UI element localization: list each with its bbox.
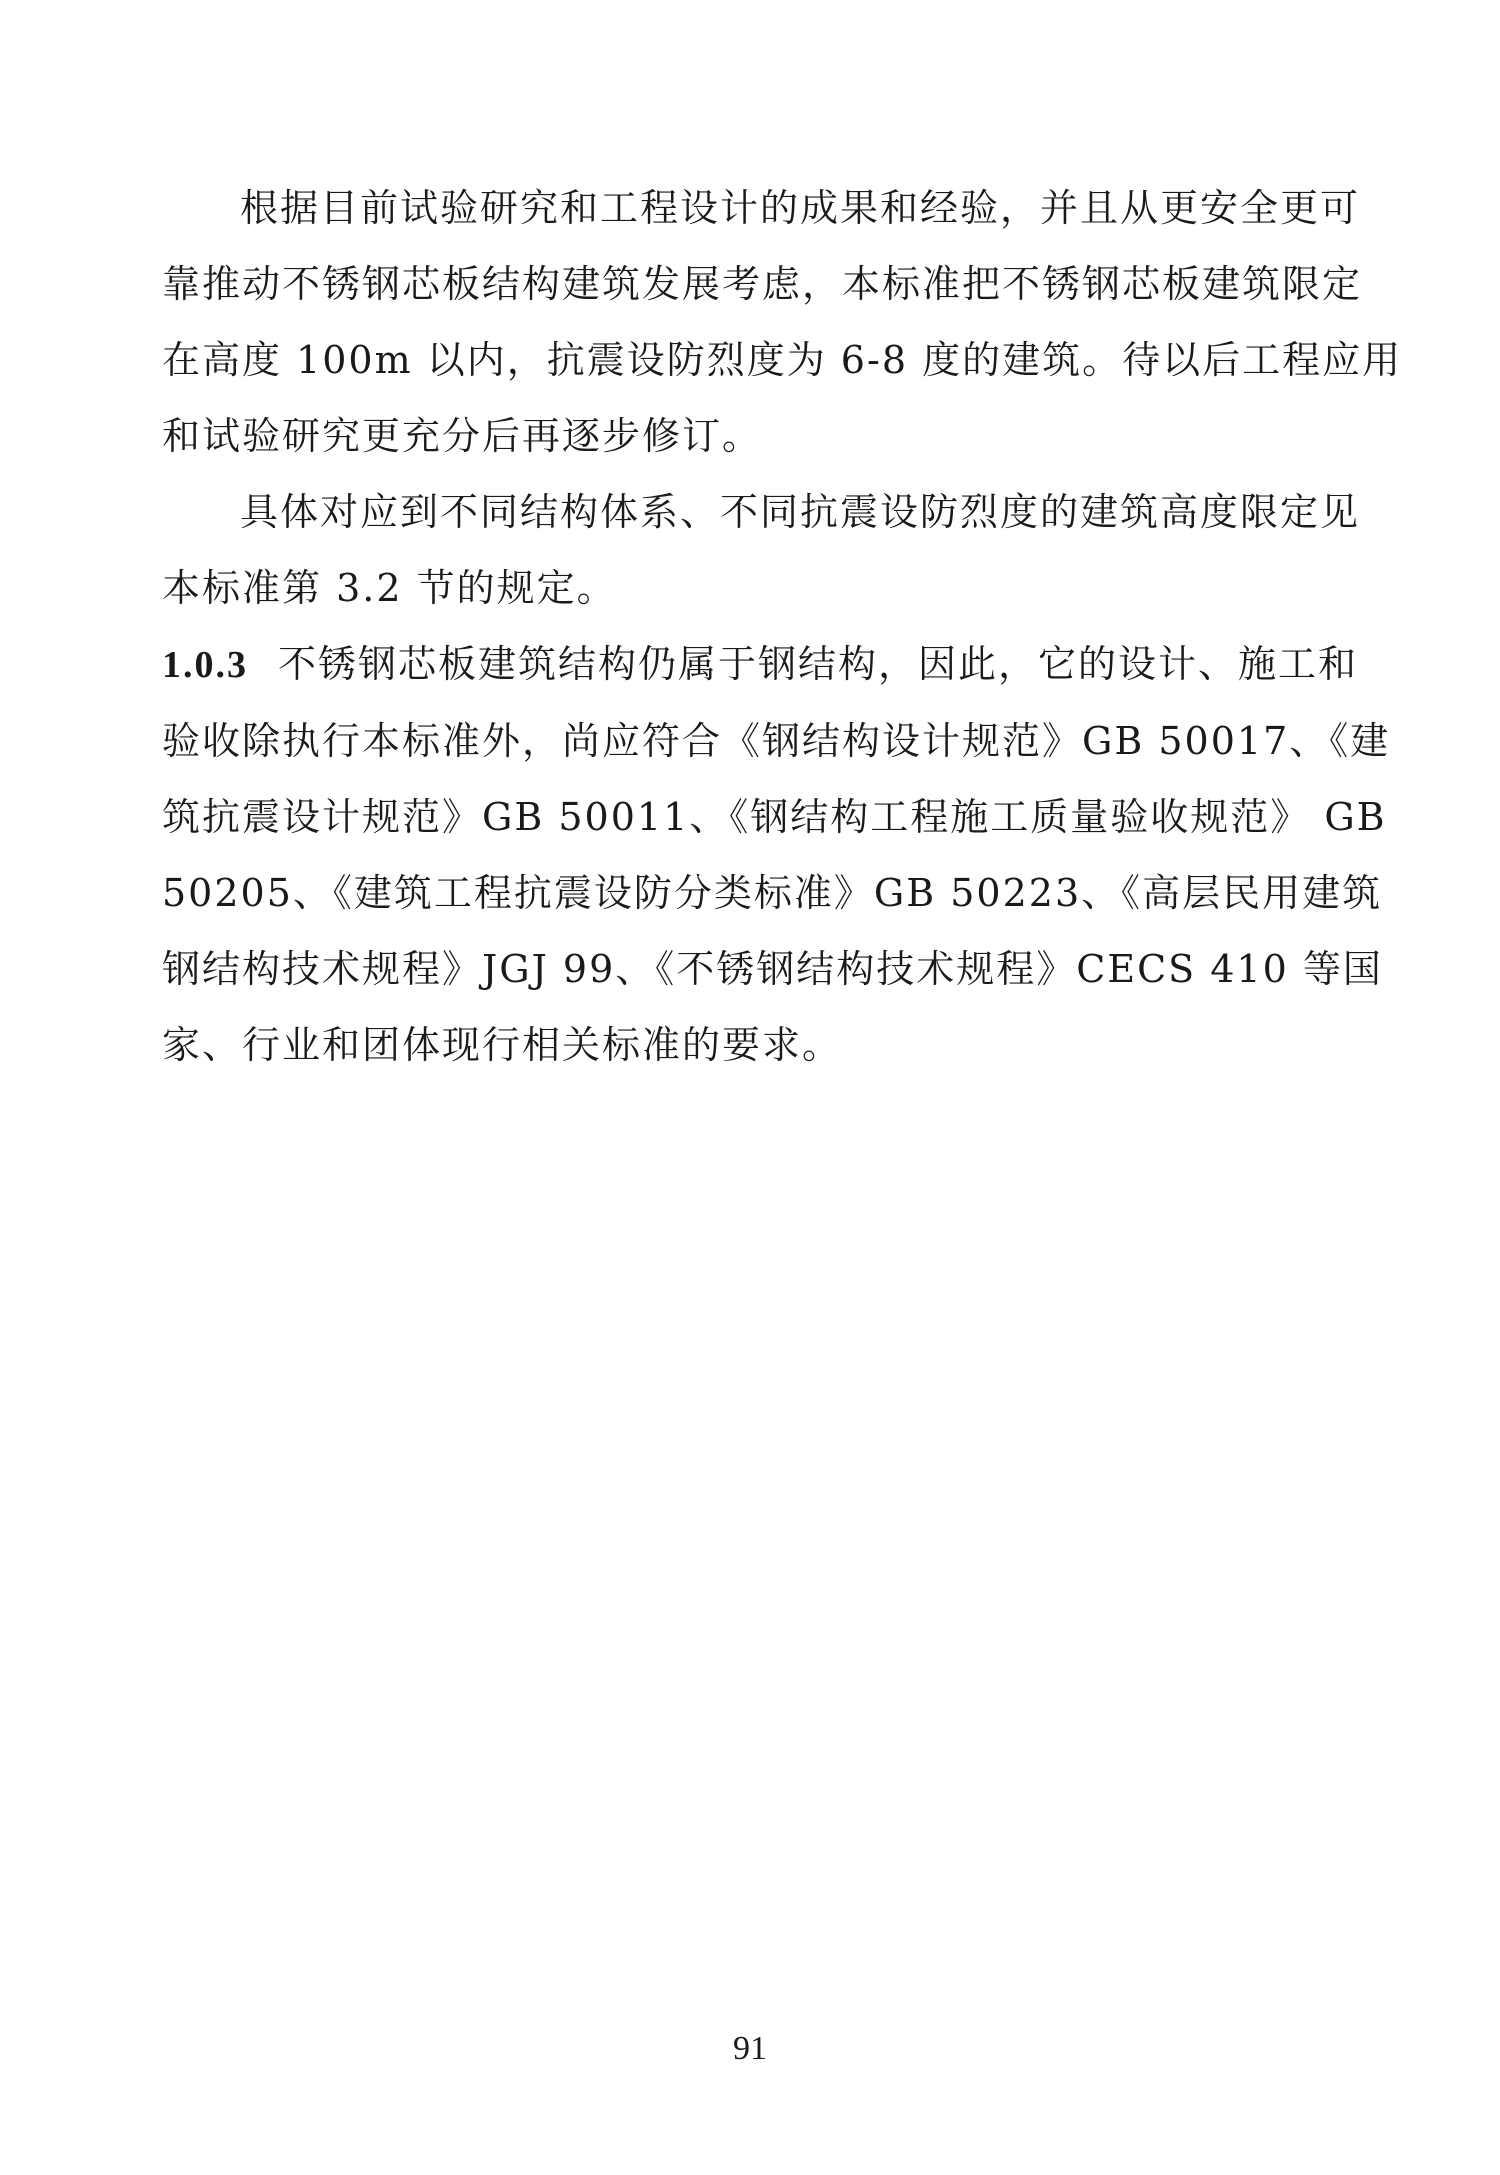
- text-line: 在高度 100m 以内，抗震设防烈度为 6-8 度的建筑。待以后工程应用: [162, 338, 1403, 382]
- paragraph-height-reference: [162, 474, 1361, 626]
- text-line: 家、行业和团体现行相关标准的要求。: [162, 1023, 843, 1067]
- paragraph-height-limit: [162, 170, 1403, 474]
- text-line: 本标准第 3.2 节的规定。: [162, 566, 617, 610]
- text-line: 根据目前试验研究和工程设计的成果和经验，并且从更安全更可: [240, 186, 1361, 230]
- text-line: 钢结构技术规程》JGJ 99、《不锈钢结构技术规程》CECS 410 等国: [162, 947, 1383, 991]
- text-line: 不锈钢芯板建筑结构仍属于钢结构，因此，它的设计、施工和: [278, 642, 1359, 686]
- text-line: 50205、《建筑工程抗震设防分类标准》GB 50223、《高层民用建筑: [162, 871, 1383, 915]
- page-number: 91: [733, 2030, 767, 2067]
- page-body: [162, 170, 1403, 1083]
- clause-1-0-3: [162, 626, 1391, 1083]
- text-line: 具体对应到不同结构体系、不同抗震设防烈度的建筑高度限定见: [240, 490, 1361, 534]
- text-line: 靠推动不锈钢芯板结构建筑发展考虑，本标准把不锈钢芯板建筑限定: [162, 262, 1363, 306]
- clause-first-line: [162, 626, 1359, 703]
- text-line: 和试验研究更充分后再逐步修订。: [162, 414, 763, 458]
- text-line: 验收除执行本标准外，尚应符合《钢结构设计规范》GB 50017、《建: [162, 719, 1391, 763]
- clause-number: 1.0.3: [162, 644, 248, 686]
- text-line: 筑抗震设计规范》GB 50011、《钢结构工程施工质量验收规范》 GB: [162, 795, 1387, 839]
